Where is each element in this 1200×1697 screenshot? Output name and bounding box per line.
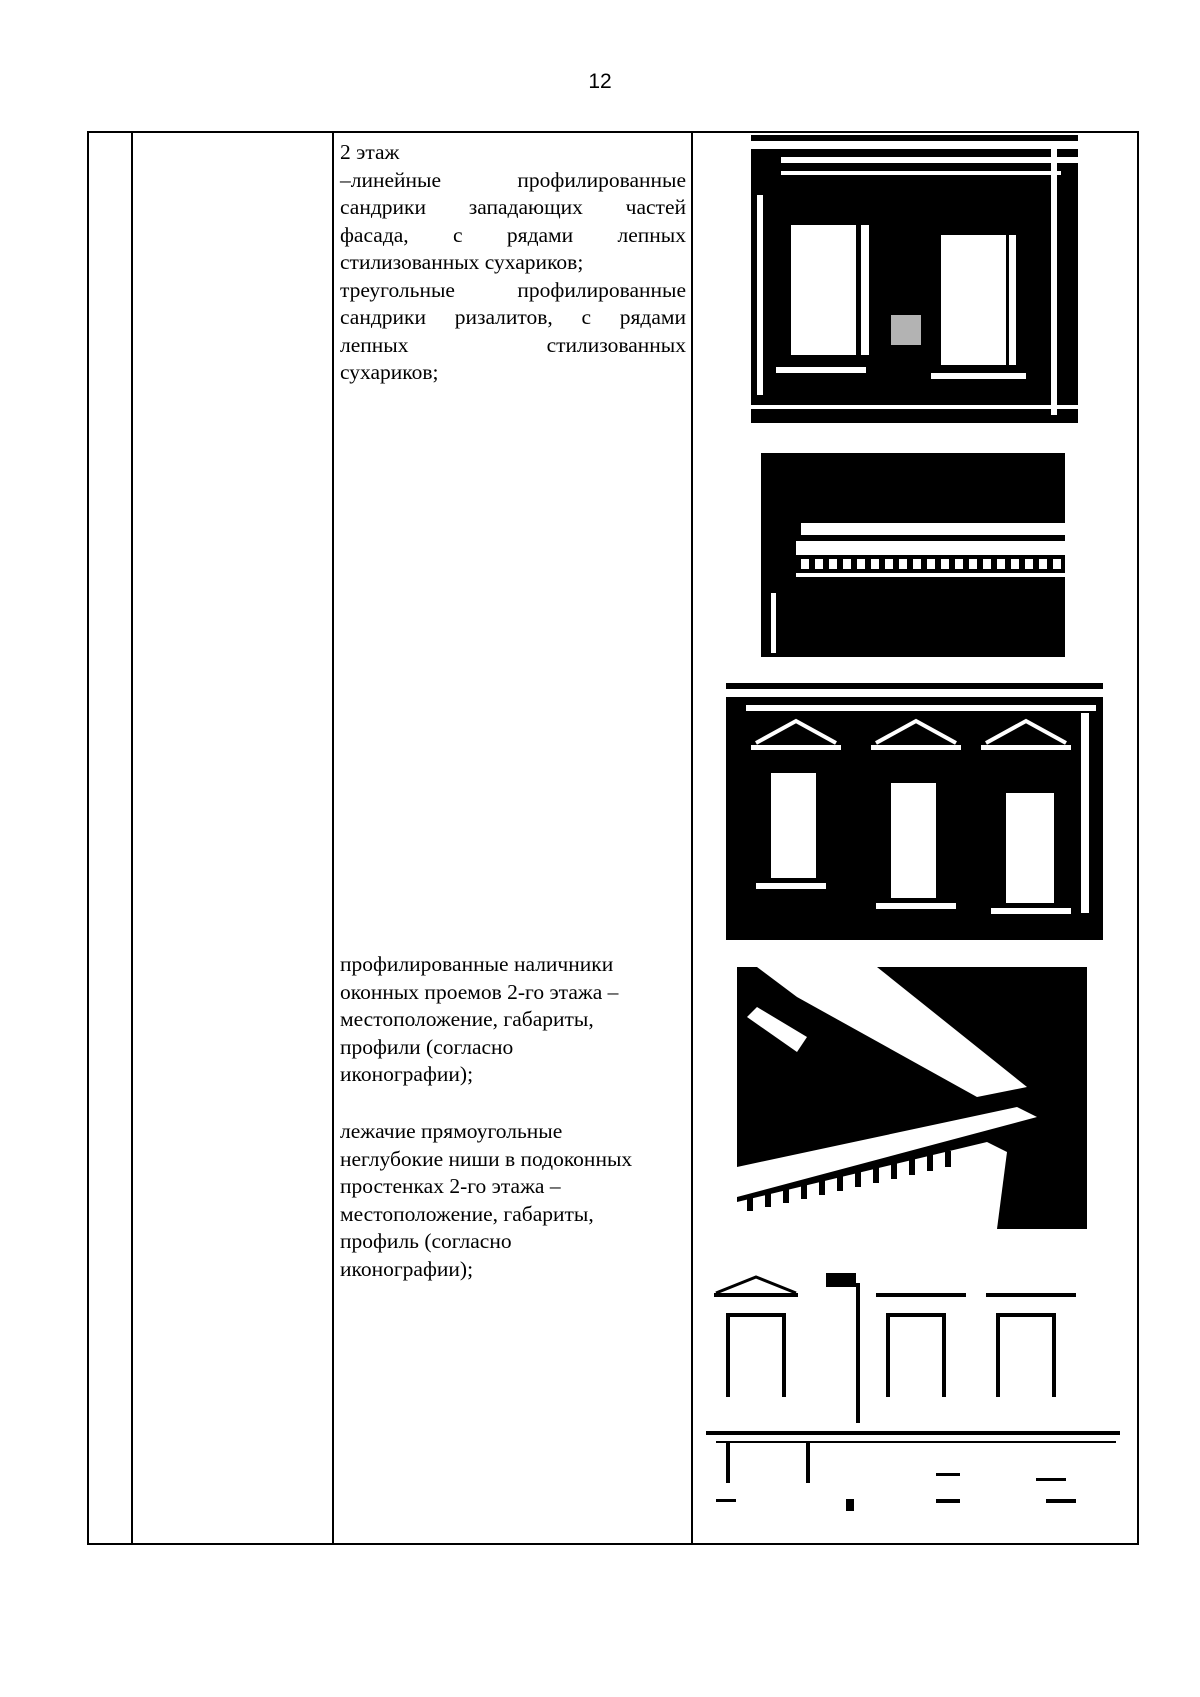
cornice-dentils-photo	[761, 453, 1065, 657]
feature-4-line-3: простенках 2-го этажа –	[340, 1174, 561, 1198]
feature-1-line-1: –линейные профилированные	[340, 167, 686, 192]
column-divider-2	[332, 133, 334, 1543]
feature-4-line-2: неглубокие ниши в подоконных	[340, 1146, 633, 1171]
column-divider-1	[131, 133, 133, 1543]
feature-4-line-4: местоположение, габариты,	[340, 1201, 594, 1226]
feature-text-upper	[340, 139, 686, 387]
page-number: 12	[588, 70, 612, 93]
cornice-corner-photo	[737, 967, 1087, 1229]
monument-features-table	[87, 131, 1139, 1545]
feature-4-line-6: иконографии);	[340, 1256, 474, 1281]
facade-drawing	[706, 1263, 1120, 1517]
feature-text-window-frames	[340, 951, 686, 1089]
feature-2-line-2: сандрики ризалитов, с рядами	[340, 305, 686, 329]
feature-text-niches	[340, 1118, 686, 1283]
feature-2-line-3: лепных стилизованных	[340, 332, 686, 357]
feature-3-line-1: профилированные наличники	[340, 952, 614, 976]
column-divider-3	[691, 133, 693, 1543]
feature-3-line-5: иконографии);	[340, 1062, 474, 1086]
feature-1-line-4: стилизованных сухариков;	[340, 250, 584, 274]
feature-4-line-1: лежачие прямоугольные	[340, 1119, 563, 1143]
feature-1-line-3: фасада, с рядами лепных	[340, 222, 686, 247]
feature-3-line-2: оконных проемов 2-го этажа –	[340, 979, 619, 1004]
feature-3-line-4: профили (согласно	[340, 1034, 514, 1059]
feature-4-line-5: профиль (согласно	[340, 1229, 512, 1253]
triangular-pediments-photo	[726, 683, 1103, 940]
facade-windows-photo	[751, 135, 1078, 423]
feature-2-line-4: сухариков;	[340, 360, 439, 384]
feature-2-line-1: треугольные профилированные	[340, 277, 686, 302]
floor-label: 2 этаж	[340, 140, 400, 164]
feature-1-line-2: сандрики западающих частей	[340, 195, 686, 219]
feature-3-line-3: местоположение, габариты,	[340, 1007, 594, 1031]
